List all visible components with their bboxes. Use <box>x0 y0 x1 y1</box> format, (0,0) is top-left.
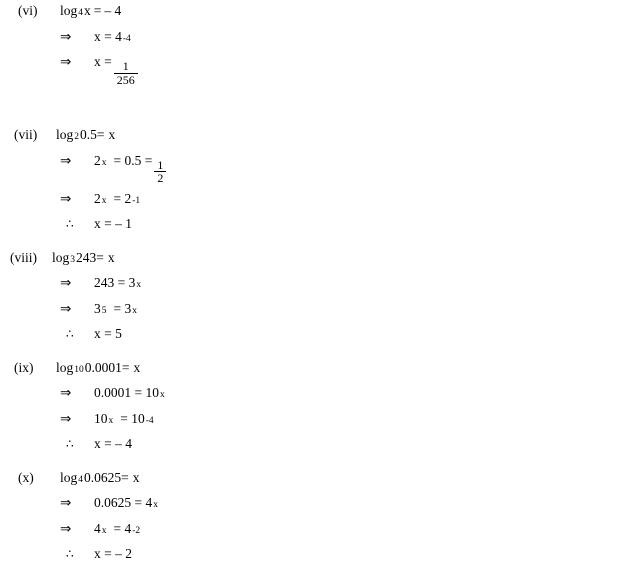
equals-sign: = <box>96 127 105 143</box>
step-exponent: x <box>160 390 165 401</box>
problem-ix <box>0 361 636 451</box>
step-text: 0.0625 = 4 <box>94 495 153 511</box>
implies-icon: ⇒ <box>60 152 72 168</box>
step-exponent: x <box>136 280 142 291</box>
problem-label: (vi) <box>18 3 38 18</box>
problem-statement <box>0 361 636 376</box>
step-line <box>0 437 636 451</box>
implies-icon: ⇒ <box>60 520 72 536</box>
problem-vii <box>0 128 636 231</box>
step-tail: = 4 <box>113 520 132 536</box>
step-exponent-2: -1 <box>132 195 141 206</box>
step-text: x = – 2 <box>94 546 132 561</box>
step-text: 0.0001 = 10 <box>94 385 159 401</box>
step-line <box>0 547 636 561</box>
equals-sign: = <box>121 469 129 485</box>
step-text: 10 <box>94 410 108 426</box>
problem-statement <box>0 128 636 143</box>
problem-statement <box>0 251 636 266</box>
problem-viii <box>0 251 636 341</box>
step-tail: = 10 <box>120 410 145 426</box>
problem-statement <box>0 471 636 486</box>
step-line <box>0 217 636 231</box>
step-exponent-2: -2 <box>132 525 141 536</box>
log-text: log <box>60 3 78 18</box>
implies-icon: ⇒ <box>60 410 72 426</box>
equals-sign: = <box>121 359 130 375</box>
step-text: x = – 4 <box>94 436 132 452</box>
log-text: log <box>52 249 70 265</box>
step-line <box>0 276 636 291</box>
step-tail: = 2 <box>113 190 132 206</box>
step-exponent: x <box>101 525 107 536</box>
step-line <box>0 30 636 45</box>
log-argument: 0.0001 <box>84 359 122 375</box>
log-argument: x <box>84 3 91 18</box>
fraction-numerator: 1 <box>122 59 129 73</box>
implies-icon: ⇒ <box>60 300 72 316</box>
log-argument: 0.0625 <box>84 469 122 485</box>
equals-sign: = <box>96 249 104 265</box>
step-line <box>0 522 636 537</box>
fraction <box>114 60 138 86</box>
step-line <box>0 54 636 87</box>
implies-icon: ⇒ <box>60 190 72 206</box>
statement-result: x <box>132 469 140 485</box>
log-text: log <box>60 469 78 485</box>
therefore-icon: ∴ <box>66 547 74 561</box>
implies-icon: ⇒ <box>60 54 72 69</box>
therefore-icon: ∴ <box>66 437 74 452</box>
fraction-denominator: 2 <box>154 171 166 185</box>
statement-result: x <box>107 249 115 265</box>
log-base: 4 <box>78 8 84 18</box>
step-exponent-2: -4 <box>145 415 154 426</box>
log-base: 10 <box>74 364 84 375</box>
step-exponent: x <box>108 415 114 426</box>
implies-icon: ⇒ <box>60 275 72 291</box>
therefore-icon: ∴ <box>66 327 74 342</box>
implies-icon: ⇒ <box>60 385 72 401</box>
step-text: x = 4 <box>94 28 122 44</box>
step-text: 243 = 3 <box>94 275 136 291</box>
step-line <box>0 302 636 317</box>
fraction-numerator: 1 <box>157 157 164 172</box>
step-line <box>0 152 636 186</box>
step-text: x = – 1 <box>94 216 132 232</box>
fraction-denominator: 256 <box>114 73 138 87</box>
statement-result: x <box>108 127 116 143</box>
step-exponent: x <box>153 500 158 511</box>
step-tail: = 3 <box>113 300 132 316</box>
problem-label: (vii) <box>14 127 38 143</box>
log-text: log <box>56 127 74 143</box>
log-base: 3 <box>70 254 76 265</box>
step-line <box>0 327 636 341</box>
step-text: 4 <box>94 520 101 536</box>
step-tail: = 0.5 = <box>113 152 153 168</box>
step-exponent-2: x <box>132 305 137 316</box>
step-text: x = 5 <box>94 326 122 342</box>
problem-label: (viii) <box>10 249 37 265</box>
log-base: 4 <box>78 474 84 485</box>
implies-icon: ⇒ <box>60 28 72 44</box>
step-line <box>0 412 636 427</box>
step-text: 2 <box>94 152 101 168</box>
step-text: 3 <box>94 300 101 316</box>
step-line <box>0 192 636 207</box>
step-exponent: x <box>101 195 107 206</box>
problem-label: (ix) <box>14 359 34 375</box>
therefore-icon: ∴ <box>66 217 74 232</box>
statement-result: x <box>133 359 141 375</box>
step-exponent: 5 <box>101 305 107 316</box>
step-line <box>0 496 636 511</box>
step-exponent: x <box>101 157 107 168</box>
fraction <box>154 159 166 185</box>
log-base: 2 <box>74 132 80 143</box>
problem-label: (x) <box>18 469 34 485</box>
problem-vi <box>0 0 636 87</box>
log-argument: 0.5 <box>80 127 97 143</box>
log-text: log <box>56 359 74 375</box>
step-text: 2 <box>94 190 101 206</box>
step-line <box>0 386 636 401</box>
step-text: x = <box>94 54 112 69</box>
statement-result: – 4 <box>104 3 122 18</box>
problem-statement <box>0 4 636 19</box>
log-argument: 243 <box>76 249 97 265</box>
step-exponent: -4 <box>122 33 131 44</box>
implies-icon: ⇒ <box>60 495 72 511</box>
problem-x <box>0 471 636 561</box>
equals-sign: = <box>93 3 102 18</box>
